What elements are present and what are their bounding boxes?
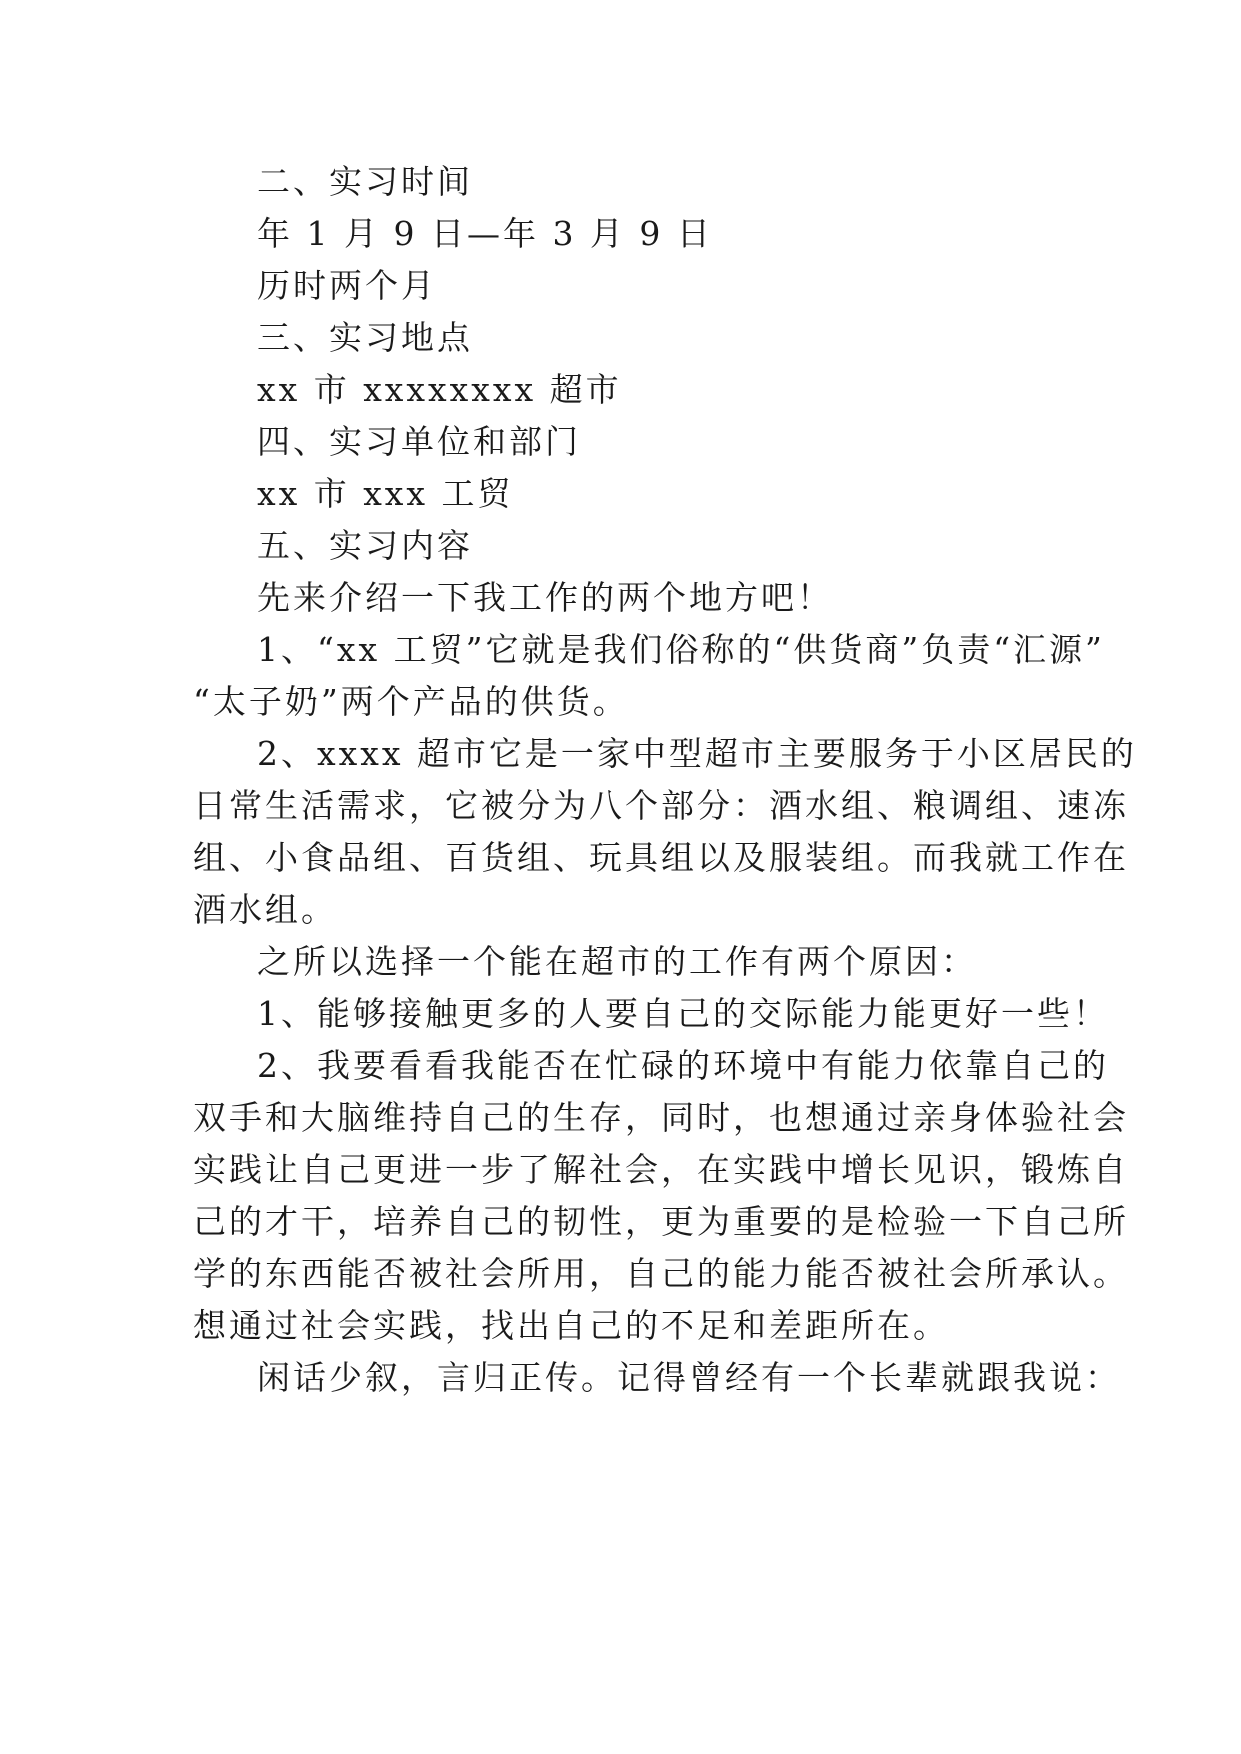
- paragraph-line: 先来介绍一下我工作的两个地方吧！: [257, 578, 833, 617]
- internship-duration: 历时两个月: [257, 266, 437, 305]
- paragraph-line: 酒水组。: [193, 890, 337, 929]
- paragraph-line: 1、“xx 工贸”它就是我们俗称的“供货商”负责“汇源”: [257, 630, 1105, 669]
- paragraph-line: 学的东西能否被社会所用，自己的能力能否被社会所承认。: [193, 1254, 1129, 1293]
- paragraph-line: 日常生活需求，它被分为八个部分：酒水组、粮调组、速冻: [193, 786, 1129, 825]
- section-heading-internship-time: 二、实习时间: [257, 162, 473, 201]
- paragraph-line: 之所以选择一个能在超市的工作有两个原因：: [257, 942, 977, 981]
- paragraph-line: 闲话少叙，言归正传。记得曾经有一个长辈就跟我说：: [257, 1358, 1121, 1397]
- paragraph-line: 实践让自己更进一步了解社会，在实践中增长见识，锻炼自: [193, 1150, 1129, 1189]
- paragraph-line: 双手和大脑维持自己的生存，同时，也想通过亲身体验社会: [193, 1098, 1129, 1137]
- section-heading-internship-location: 三、实习地点: [257, 318, 473, 357]
- paragraph-line: 2、xxxx 超市它是一家中型超市主要服务于小区居民的: [257, 734, 1137, 773]
- internship-unit: xx 市 xxx 工贸: [257, 474, 514, 513]
- paragraph-line: 2、我要看看我能否在忙碌的环境中有能力依靠自己的: [257, 1046, 1109, 1085]
- paragraph-line: 己的才干，培养自己的韧性，更为重要的是检验一下自己所: [193, 1202, 1129, 1241]
- paragraph-line: “太子奶”两个产品的供货。: [193, 682, 629, 721]
- section-heading-internship-content: 五、实习内容: [257, 526, 473, 565]
- section-heading-unit-department: 四、实习单位和部门: [257, 422, 581, 461]
- paragraph-line: 想通过社会实践，找出自己的不足和差距所在。: [193, 1306, 949, 1345]
- paragraph-line: 1、能够接触更多的人要自己的交际能力能更好一些！: [257, 994, 1109, 1033]
- paragraph-line: 组、小食品组、百货组、玩具组以及服装组。而我就工作在: [193, 838, 1129, 877]
- internship-location: xx 市 xxxxxxxx 超市: [257, 370, 622, 409]
- internship-date-range: 年 1 月 9 日—年 3 月 9 日: [257, 214, 713, 253]
